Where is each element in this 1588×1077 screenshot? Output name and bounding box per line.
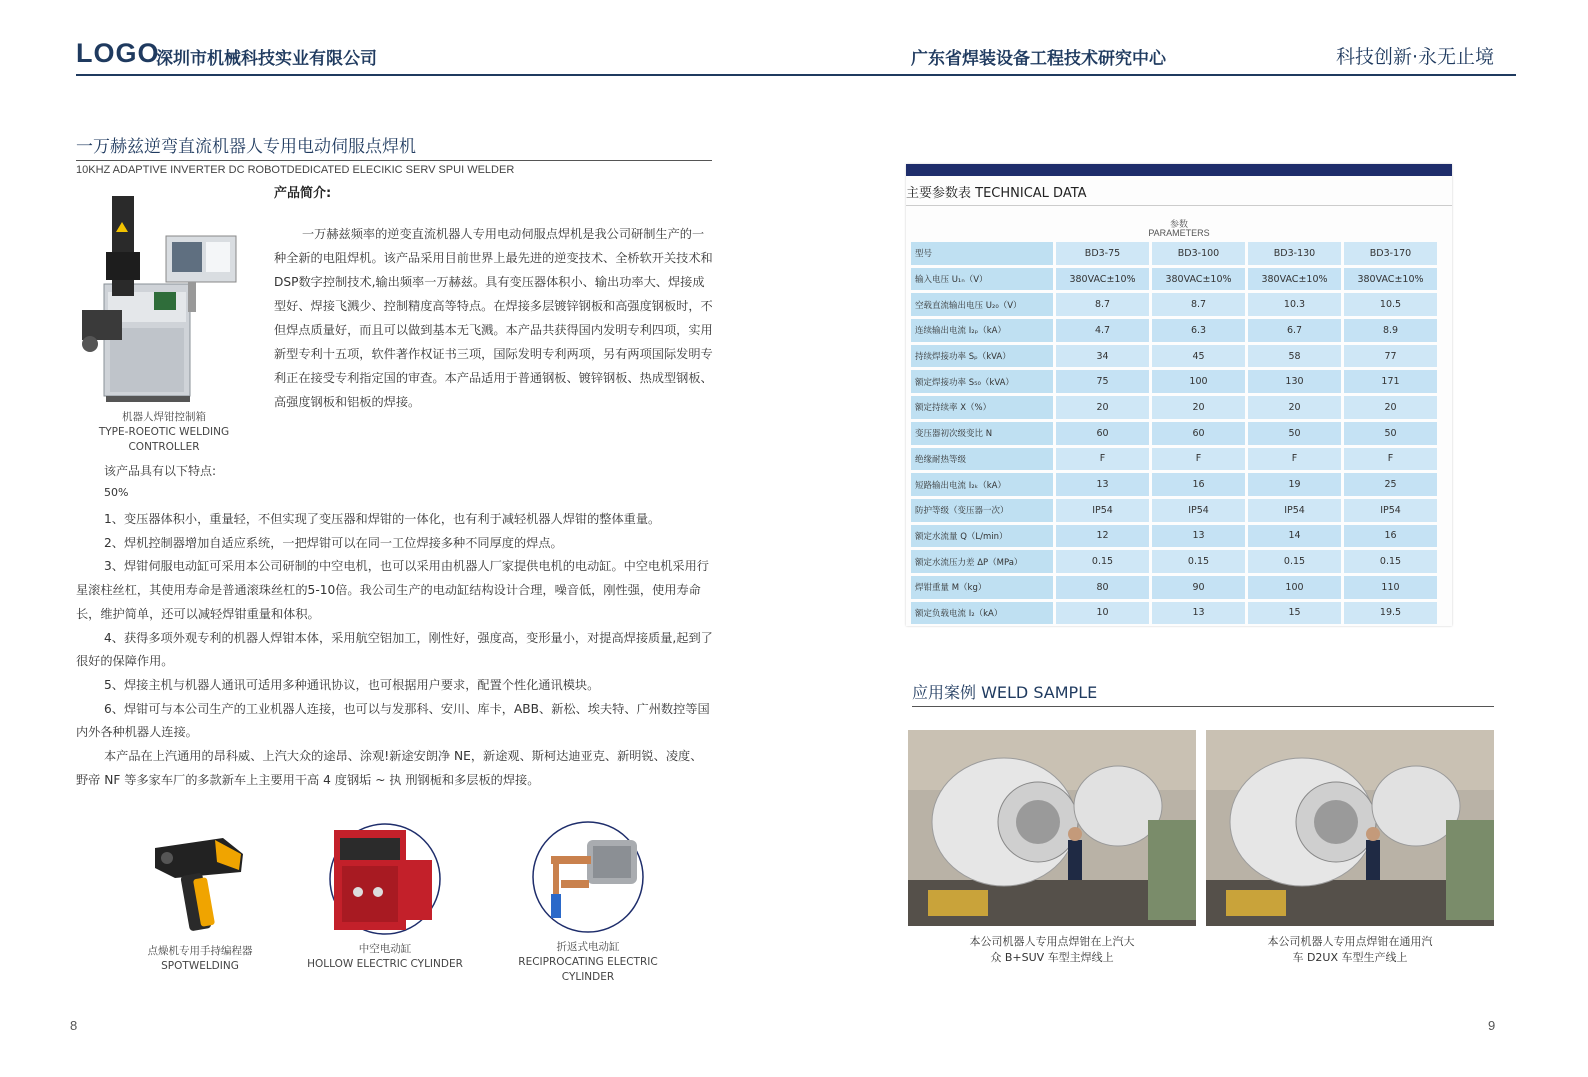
product-cn: 折返式电动缸 (556, 941, 620, 953)
logo: LOGO (76, 38, 160, 68)
tech-cell: 19.5 (1344, 602, 1437, 625)
feature-item: 4、获得多项外观专利的机器人焊钳本体，采用航空铝加工，刚性好，强度高，变形量小，对提高焊接质量,起到了很好的保障作用。 (76, 630, 713, 669)
tech-cell: 60 (1152, 422, 1245, 445)
robot-caption-en-line2: CONTROLLER (128, 441, 200, 453)
tech-cell: 20 (1152, 396, 1245, 419)
tech-cell: 171 (1344, 370, 1437, 393)
tech-row (911, 422, 1437, 445)
feature-item: 1、变压器体积小，重量轻，不但实现了变压器和焊钳的一体化，也有利于减轻机器人焊钳的整体重量。 (104, 512, 661, 526)
tech-cell: 12 (1056, 525, 1149, 548)
caption-line: 众 B+SUV 车型主焊线上 (990, 951, 1114, 964)
slogan: 科技创新·永无止境 (1335, 46, 1494, 68)
tech-row (911, 473, 1437, 496)
tech-row (911, 345, 1437, 368)
tech-header-row (911, 242, 1437, 265)
tech-cell: F (1152, 448, 1245, 471)
tech-row (911, 602, 1437, 625)
tech-model: BD3-170 (1344, 242, 1437, 265)
tech-cell: 8.7 (1056, 293, 1149, 316)
tech-cell: 80 (1056, 576, 1149, 599)
tech-row-label: 额定负载电流 I₂（kA） (911, 602, 1053, 625)
tech-cell: 60 (1056, 422, 1149, 445)
tech-cell: F (1248, 448, 1341, 471)
feature-item: 3、焊钳伺服电动缸可采用本公司研制的中空电机，也可以采用由机器人厂家提供电机的电动缸。中空电机采用行星滚柱丝杠，其使用寿命是普通滚珠丝杠的5-10倍。我公司生产的电动缸结构设计合理，噪音低，刚性强，使用寿命长，维护简单，还可以减轻焊钳重量和体积。 (76, 559, 709, 621)
tech-cell: 100 (1152, 370, 1245, 393)
tech-cell: 13 (1152, 525, 1245, 548)
params-cn: 参数 (1169, 219, 1188, 229)
tech-row (911, 499, 1437, 522)
tech-row-label: 额定水流量 Q（L/min） (911, 525, 1053, 548)
caption-line: 本公司机器人专用点焊钳在上汽大 (969, 935, 1135, 948)
caption-line: 本公司机器人专用点焊钳在通用汽 (1267, 935, 1433, 948)
product-cn: 点燥机专用手持编程器 (147, 945, 253, 957)
tech-model: BD3-100 (1152, 242, 1245, 265)
tech-cell: 10.5 (1344, 293, 1437, 316)
reciprocating-electric-cylinder-image (531, 820, 645, 934)
tech-cell: 15 (1248, 602, 1341, 625)
tech-cell: 4.7 (1056, 319, 1149, 342)
tech-cell: 110 (1344, 576, 1437, 599)
intro-heading: 产品简介: (274, 186, 332, 201)
tech-row-label: 额定水流压力差 ΔP（MPa） (911, 550, 1053, 573)
robot-controller-image (76, 192, 252, 406)
tech-cell: 6.7 (1248, 319, 1341, 342)
tech-row-label: 变压器初次级变比 N (911, 422, 1053, 445)
tech-cell: 50 (1344, 422, 1437, 445)
tech-row (911, 525, 1437, 548)
product-subtitle: 10KHZ ADAPTIVE INVERTER DC ROBOTDEDICATED ELECIKIC SERV SPUI WELDER (76, 164, 515, 176)
tech-table (908, 239, 1440, 627)
tech-cell: 0.15 (1248, 550, 1341, 573)
tech-row (911, 550, 1437, 573)
tech-cell: 0.15 (1152, 550, 1245, 573)
product-title: 一万赫兹逆弯直流机器人专用电动伺服点焊机 (76, 132, 712, 161)
product-en-line2: CYLINDER (561, 971, 615, 983)
tech-row-label: 短路输出电流 I₂ₖ（kA） (911, 473, 1053, 496)
tech-model: BD3-130 (1248, 242, 1341, 265)
caption-line: 车 D2UX 车型生产线上 (1292, 951, 1408, 964)
tech-cell: 19 (1248, 473, 1341, 496)
tech-title: 主要参数表 TECHNICAL DATA (906, 176, 1452, 206)
tech-cell: IP54 (1152, 499, 1245, 522)
weld-sample-photo-2 (1206, 730, 1494, 926)
hollow-electric-cylinder-image (328, 822, 442, 936)
tech-row-label: 输入电压 U₁ₙ（V） (911, 268, 1053, 291)
tech-cell: 90 (1152, 576, 1245, 599)
features-heading: 该产品具有以下特点: (104, 464, 217, 478)
tech-cell: 10 (1056, 602, 1149, 625)
tech-cell: 16 (1344, 525, 1437, 548)
product-programmer (130, 828, 270, 974)
tech-row-label: 额定焊接功率 S₅₀（kVA） (911, 370, 1053, 393)
page-number-right: 9 (1488, 1018, 1496, 1033)
feature-item: 2、焊机控制器增加自适应系统，一把焊钳可以在同一工位焊接多种不同厚度的焊点。 (104, 535, 563, 550)
weld-sample-title: 应用案例 WELD SAMPLE (912, 680, 1494, 707)
tech-top-bar (906, 164, 1452, 176)
weld-sample-photo-1 (908, 730, 1196, 926)
tech-cell: 100 (1248, 576, 1341, 599)
tech-row-label: 绝缘耐热等级 (911, 448, 1053, 471)
params-en: PARAMETERS (1148, 228, 1210, 238)
robot-caption (76, 410, 252, 455)
page-number-left: 8 (70, 1018, 78, 1033)
tech-cell: 6.3 (1152, 319, 1245, 342)
tech-cell: 25 (1344, 473, 1437, 496)
features-percent: 50% (104, 486, 129, 499)
company-name: 深圳市机械科技实业有限公司 (156, 49, 377, 69)
tech-row-label: 空载直流输出电压 U₂₀（V） (911, 293, 1053, 316)
robot-caption-en-line1: TYPE-ROEOTIC WELDING (98, 426, 230, 438)
tech-header-label: 型号 (911, 242, 1053, 265)
tech-cell: 13 (1056, 473, 1149, 496)
product-reciprocating-cylinder (508, 820, 668, 985)
tech-cell: 8.9 (1344, 319, 1437, 342)
intro-paragraph: 一万赫兹频率的逆变直流机器人专用电动伺服点焊机是我公司研制生产的一种全新的电阻焊机。该产品采用目前世界上最先进的逆变技术、全桥软开关技术和DSP数字控制技术,输出频率一万赫兹。具有变压器体积小、输出功率大、焊接成型好、焊接飞溅少、控制精度高等特点。在焊接多层镀锌钢板和高强度钢板时，不但焊点质量好，而且可以做到基本无飞溅。本产品共获得国内发明专利四项，实用新型专利十五项，软件著作权证书三项，国际发明专利两项，另有两项国际发明专利正在接受专利指定国的审查。本产品适用于普通钢板、镀锌钢板、热成型钢板、高强度钢板和铝板的焊接。 (274, 227, 713, 409)
tech-row-label: 连续输出电流 I₂ₚ（kA） (911, 319, 1053, 342)
tech-row (911, 370, 1437, 393)
tech-cell: 14 (1248, 525, 1341, 548)
tech-cell: 20 (1248, 396, 1341, 419)
tech-cell: 16 (1152, 473, 1245, 496)
tech-row-label: 持续焊接功率 Sₚ（kVA） (911, 345, 1053, 368)
feature-item: 本产品在上汽通用的昂科威、上汽大众的途昂、涂观!新途安朗净 NE，新途观、斯柯达迪亚克、新明锐、凌度、野帝 NF 等多家车厂的多款新车上主要用干高 4 度钢垢 ~ 执 刑钢栀和多层板的焊接。 (76, 749, 703, 787)
product-en: SPOTWELDING (161, 960, 239, 972)
tech-cell: F (1344, 448, 1437, 471)
tech-cell: IP54 (1248, 499, 1341, 522)
tech-cell: 0.15 (1344, 550, 1437, 573)
robot-caption-cn: 机器人焊钳控制箱 (122, 411, 206, 423)
tech-cell: 34 (1056, 345, 1149, 368)
weld-sample-caption-2 (1206, 934, 1494, 966)
feature-item: 6、焊钳可与本公司生产的工业机器人连接，也可以与发那科、安川、库卡，ABB、新松、埃夫特、广州数控等国内外各种机器人连接。 (76, 701, 710, 740)
tech-row (911, 268, 1437, 291)
tech-row (911, 448, 1437, 471)
tech-cell: 20 (1056, 396, 1149, 419)
tech-row-label: 额定持续率 X（%） (911, 396, 1053, 419)
tech-row-label: 焊钳重量 M（kg） (911, 576, 1053, 599)
tech-row (911, 396, 1437, 419)
weld-sample-caption-1 (908, 934, 1196, 966)
product-hollow-cylinder (300, 822, 470, 972)
tech-cell: 20 (1344, 396, 1437, 419)
tech-cell: F (1056, 448, 1149, 471)
tech-row (911, 319, 1437, 342)
tech-cell: 45 (1152, 345, 1245, 368)
tech-cell: 380VAC±10% (1152, 268, 1245, 291)
product-en: RECIPROCATING ELECTRIC (518, 956, 658, 968)
tech-cell: 380VAC±10% (1056, 268, 1149, 291)
features-list (76, 508, 714, 792)
research-center-name: 广东省焊装设备工程技术研究中心 (911, 49, 1166, 69)
product-en: HOLLOW ELECTRIC CYLINDER (307, 958, 463, 970)
tech-cell: 77 (1344, 345, 1437, 368)
tech-cell: 380VAC±10% (1344, 268, 1437, 291)
tech-params-label (906, 220, 1452, 238)
tech-cell: 380VAC±10% (1248, 268, 1341, 291)
tech-cell: 75 (1056, 370, 1149, 393)
product-cn: 中空电动缸 (358, 943, 412, 955)
tech-cell: IP54 (1344, 499, 1437, 522)
tech-row (911, 293, 1437, 316)
page-header (76, 38, 1516, 76)
tech-row (911, 576, 1437, 599)
tech-cell: 13 (1152, 602, 1245, 625)
tech-cell: 50 (1248, 422, 1341, 445)
spot-welding-programmer-image (145, 828, 255, 938)
tech-cell: 58 (1248, 345, 1341, 368)
tech-cell: IP54 (1056, 499, 1149, 522)
tech-cell: 10.3 (1248, 293, 1341, 316)
tech-row-label: 防护等级（变压器一次） (911, 499, 1053, 522)
technical-data-card (906, 164, 1452, 626)
tech-model: BD3-75 (1056, 242, 1149, 265)
tech-cell: 130 (1248, 370, 1341, 393)
feature-item: 5、焊接主机与机器人通讯可适用多种通讯协议，也可根据用户要求，配置个性化通讯模块。 (104, 677, 600, 692)
tech-cell: 0.15 (1056, 550, 1149, 573)
tech-cell: 8.7 (1152, 293, 1245, 316)
